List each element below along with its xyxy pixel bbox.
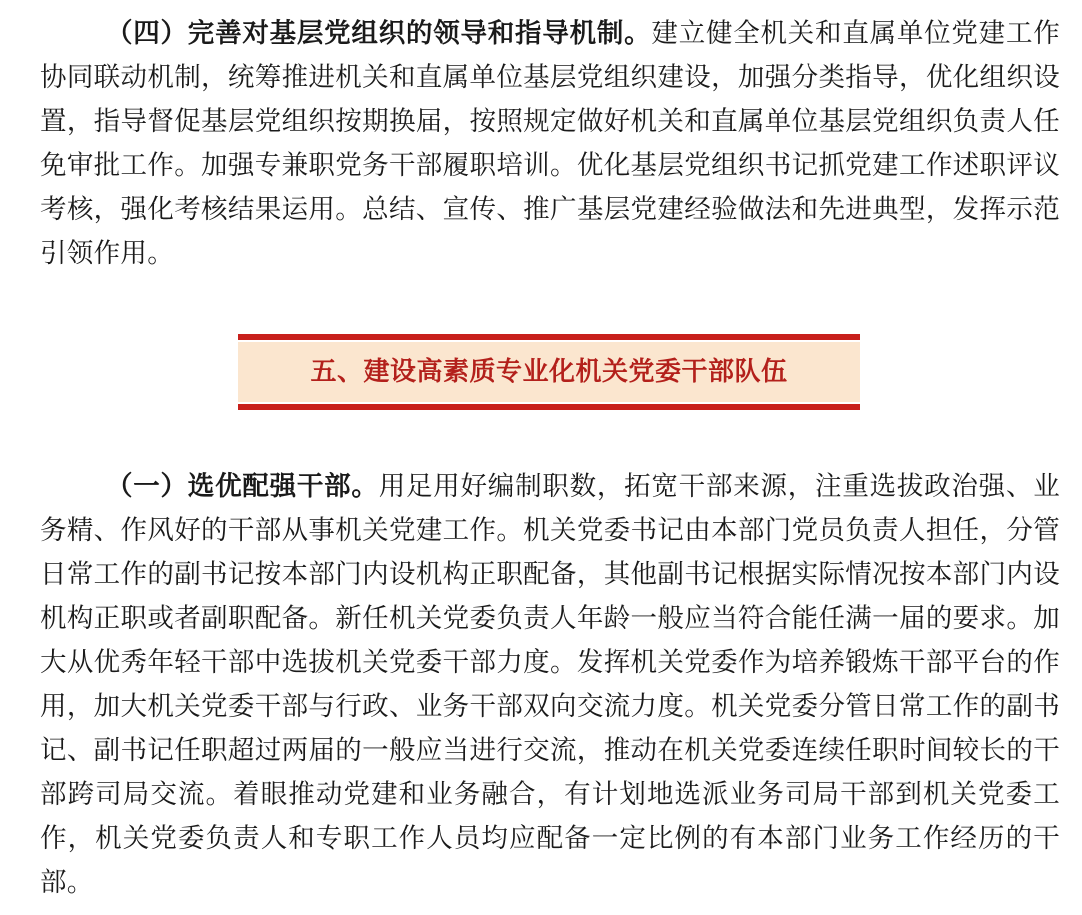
paragraph-part5-1 xyxy=(40,465,1060,905)
paragraph-lead: （四）完善对基层党组织的领导和指导机制。 xyxy=(106,18,652,49)
paragraph-body: 用足用好编制职数，拓宽干部来源，注重选拔政治强、业务精、作风好的干部从事机关党建工作。机关党委书记由本部门党员负责人担任，分管日常工作的副书记按本部门内设机构正职配备，其他副书记根据实际情况按本部门内设机构正职或者副职配备。新任机关党委负责人年龄一般应当符合能任满一届的要求。加大从优秀年轻干部中选拔机关党委干部力度。发挥机关党委作为培养锻炼干部平台的作用，加大机关党委干部与行政、业务干部双向交流力度。机关党委分管日常工作的副书记、副书记任职超过两届的一般应当进行交流，推动在机关党委连续任职时间较长的干部跨司局交流。着眼推动党建和业务融合，有计划地选派业务司局干部到机关党委工作，机关党委负责人和专职工作人员均应配备一定比例的有本部门业务工作经历的干部。 xyxy=(40,471,1061,898)
paragraph-body: 建立健全机关和直属单位党建工作协同联动机制，统筹推进机关和直属单位基层党组织建设，加强分类指导，优化组织设置，指导督促基层党组织按期换届，按照规定做好机关和直属单位基层党组织负责人任免审批工作。加强专兼职党务干部履职培训。优化基层党组织书记抓党建工作述职评议考核，强化考核结果运用。总结、宣传、推广基层党建经验做法和先进典型，发挥示范引领作用。 xyxy=(40,18,1061,269)
banner-top-rule xyxy=(238,334,860,340)
section-heading-title: 五、建设高素质专业化机关党委干部队伍 xyxy=(310,357,788,387)
paragraph-part4 xyxy=(40,12,1060,276)
paragraph-lead: （一）选优配强干部。 xyxy=(106,471,379,502)
section-heading-banner xyxy=(238,334,860,410)
banner-bottom-rule xyxy=(238,404,860,410)
